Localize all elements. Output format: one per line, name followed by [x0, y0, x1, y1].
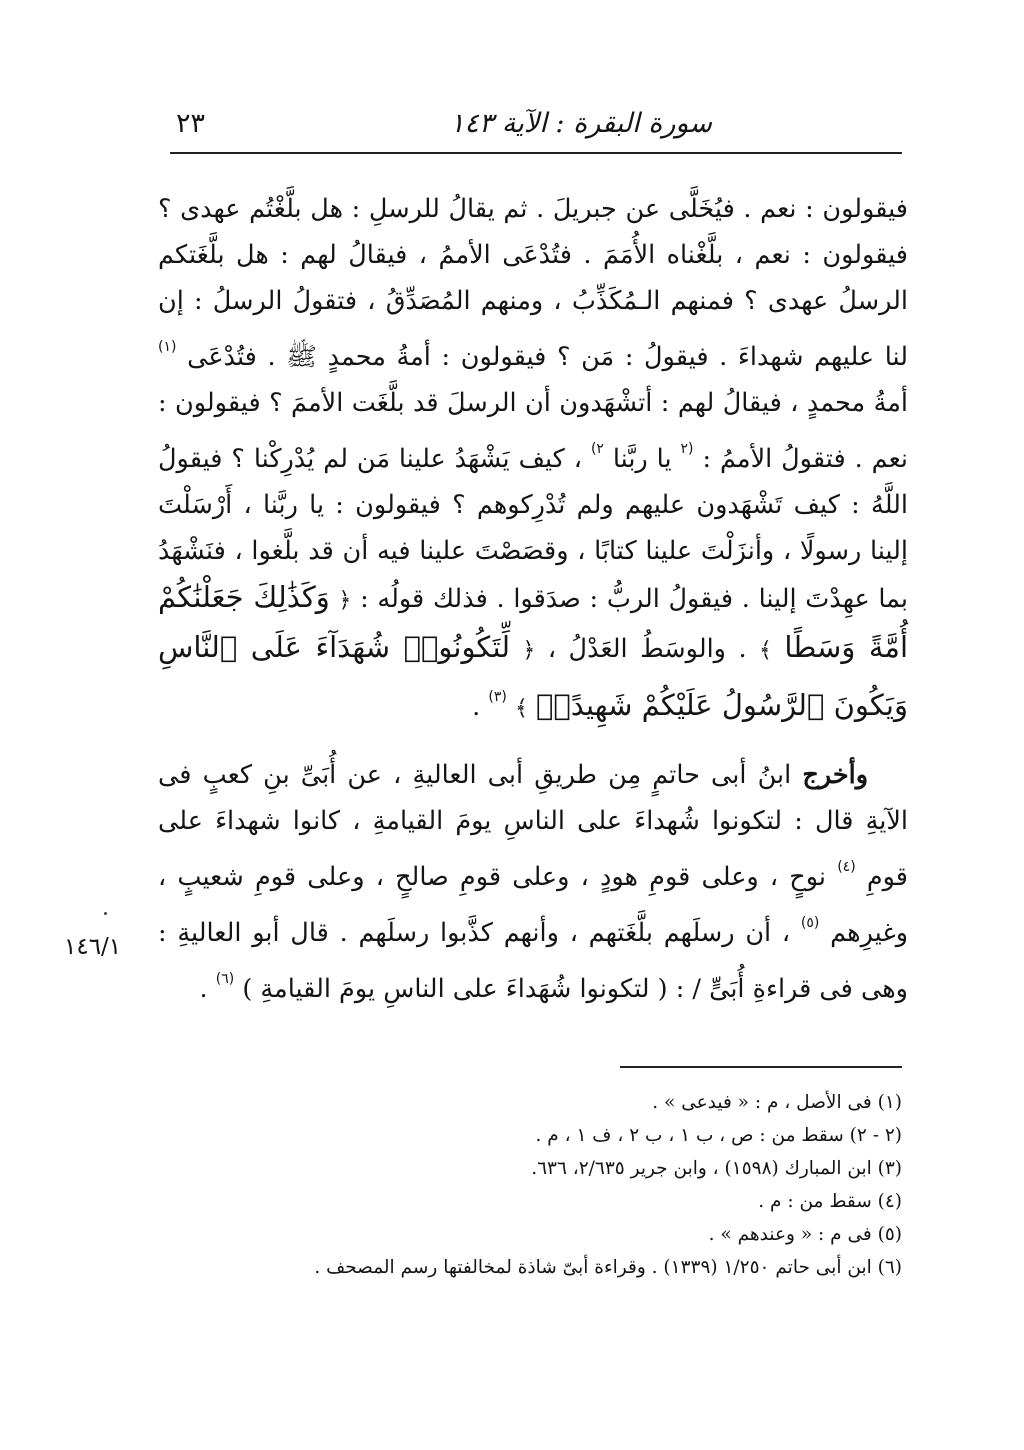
paragraph-2: وأخرج ابنُ أبى حاتمٍ مِن طريقِ أبى العاليةِ ، عن أُبَىِّ بنِ كعبٍ فى الآيةِ قال : لتكونوا شُهداءَ على الناسِ يومَ القيامةِ ، كانوا شهداءَ على قومِ $^{(٤)}$ نوحٍ ، وعلى قومِ هودٍ ، وعلى قومِ صالحٍ ، وعلى قومِ شعيبٍ ، وغيرِهم $^{(٥)}$ ، أن رسلَهم بلَّغَتهم ، وأنهم كذَّبوا رسلَهم . قال أبو العاليةِ : وهى فى قراءةِ أُبَىٍّ / : ( لتكونوا شُهَداءَ على الناسِ يومَ القيامةِ ) $^{(٦)}$ . — [158, 760, 909, 1004]
running-title: سورة البقرة : الآية ١٤٣ — [449, 108, 712, 139]
footnote-4: (٤) سقط من : م . — [758, 1191, 902, 1212]
footnote-ref-2-open: (٢ — [680, 441, 694, 457]
margin-dot — [104, 912, 107, 915]
main-text — [158, 186, 908, 1012]
quran-verse-1: وَكَذَٰلِكَ جَعَلْنَٰكُمْ أُمَّةً وَسَطًا — [158, 580, 909, 664]
footnote-1: (١) فى الأصل ، م : « فيدعى » . — [652, 1092, 902, 1113]
footnote-2: (٢ - ٢) سقط من : ص ، ب ١ ، ب ٢ ، ف ١ ، م . — [535, 1125, 902, 1146]
quran-bracket-open: ﴿ — [338, 588, 352, 613]
quran-verse-2: لِّتَكُونُوا۟ شُهَدَآءَ عَلَى ٱلنَّاسِ وَيَكُونَ ٱلرَّسُولُ عَلَيْكُمْ شَهِيدًاۗ — [158, 630, 908, 722]
lead-word: وأخرج — [802, 760, 869, 790]
footnote-3: (٣) ابن المبارك (١٥٩٨) ، وابن جرير ٢/٦٣٥، ٦٣٦. — [531, 1158, 902, 1179]
footnote-ref-5: (٥) — [800, 915, 820, 931]
footnote-ref-4: (٤) — [837, 859, 856, 875]
footnote-ref-3: (٣) — [488, 689, 507, 705]
footnote-rule — [620, 1066, 902, 1068]
footnote-ref-6: (٦) — [215, 971, 235, 987]
footnote-ref-2-close: ٢) — [590, 441, 604, 457]
page-header — [170, 100, 902, 152]
quran-bracket-open: ﴿ — [522, 638, 536, 663]
footnote-ref-1: (١) — [158, 339, 177, 355]
header-rule — [170, 152, 902, 154]
footnote-5: (٥) فى م : « وعندهم » . — [708, 1224, 902, 1245]
page-number: ٢٣ — [176, 108, 206, 139]
footnote-6: (٦) ابن أبى حاتم ١/٢٥٠ (١٣٣٩) . وقراءة أبىّ شاذة لمخالفتها رسم المصحف . — [314, 1257, 902, 1278]
quran-bracket-close: ﴾ — [514, 696, 528, 721]
quran-bracket-close: ﴾ — [759, 638, 772, 663]
paragraph-1: فيقولون : نعم . فيُخَلَّى عن جبريلَ . ثم يقالُ للرسلِ : هل بلَّغْتُم عهدى ؟ فيقولون : نعم ، بلَّغْناه الأُمَمَ . فتُدْعَى الأممُ ، فيقالُ لهم : هل بلَّغَتكم الرسلُ عهدى ؟ فمنهم الـمُكَذِّبُ ، ومنهم المُصَدِّقُ ، فتقولُ الرسلُ : إن لنا عليهم شهداءَ . فيقولُ : مَن ؟ فيقولون : أمةُ محمدٍ ﷺ . فتُدْعَى $^{(١)}$ أمةُ محمدٍ ، فيقالُ لهم : أتشْهَدون أن الرسلَ قد بلَّغَت الأممَ ؟ فيقولون : نعم . فتقولُ الأممُ : $^{(٢}$ يا ربَّنا $^{٢)}$ ، كيف يَشْهَدُ علينا مَن لم يُدْرِكْنا ؟ فيقولُ اللَّهُ : كيف تَشْهَدون عليهم ولم تُدْرِكوهم ؟ فيقولون : يا ربَّنا ، أَرْسَلْتَ إلينا رسولًا ، وأنزَلْتَ علينا كتابًا ، وقصَصْتَ علينا فيه أن قد بلَّغوا ، فنَشْهَدُ بما عهِدْتَ إلينا . فيقولُ الربُّ : صدَقوا . فذلك قولُه : ﴿ وَكَذَٰلِكَ جَعَلْنَٰكُمْ أُمَّةً وَسَطًا ﴾ . والوسَطُ العَدْلُ ، ﴿ لِّتَكُونُوا۟ شُهَدَآءَ عَلَى ٱلنَّاسِ وَيَكُونَ ٱلرَّسُولُ عَلَيْكُمْ شَهِيدًاۗ ﴾ $^{(٣)}$ . — [158, 194, 909, 722]
footnotes — [200, 1086, 902, 1284]
margin-reference: ١٤٦/١ — [64, 934, 122, 960]
